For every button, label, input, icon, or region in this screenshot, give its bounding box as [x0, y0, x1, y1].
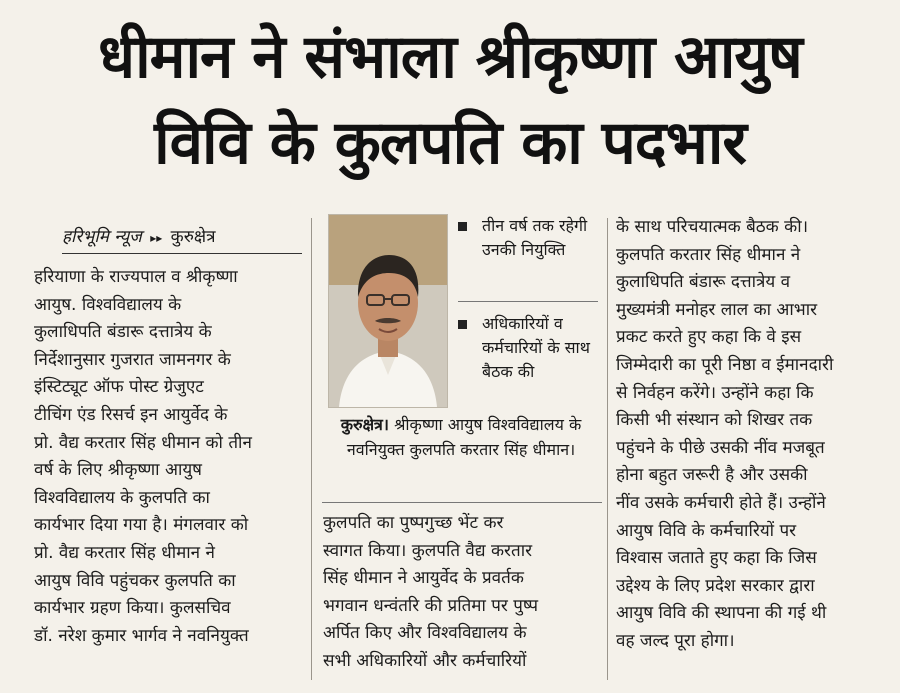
column-line: वर्ष के लिए श्रीकृष्णा आयुष — [34, 460, 203, 481]
column-line: प्रो. वैद्य करतार सिंह धीमान ने — [34, 542, 215, 563]
column-line: कुलाधिपति बंडारू दत्तात्रेय व — [616, 272, 791, 293]
news-source: हरिभूमि न्यूज — [62, 227, 142, 247]
column-line: कुलपति करतार सिंह धीमान ने — [616, 244, 801, 265]
column-line: आयुष विवि पहुंचकर कुलपति का — [34, 570, 236, 591]
column-line: पहुंचने के पीछे उसकी नींव मजबूत — [616, 437, 825, 458]
column-divider — [607, 218, 608, 680]
column-line: आयुष विवि के कर्मचारियों पर — [616, 520, 797, 541]
caption-place: कुरुक्षेत्र। — [340, 415, 389, 434]
column-line: जिम्मेदारी का पूरी निष्ठा व ईमानदारी — [616, 354, 834, 375]
column-line: स्वागत किया। कुलपति वैद्य करतार — [323, 540, 533, 561]
column-line: सभी अधिकारियों और कर्मचारियों — [323, 650, 527, 671]
column-line: कार्यभार दिया गया है। मंगलवार को — [34, 515, 249, 536]
portrait-photo — [328, 214, 448, 408]
column-line: नींव उसके कर्मचारी होते हैं। उन्होंने — [616, 492, 826, 513]
column-line: होना बहुत जरूरी है और उसकी — [616, 465, 808, 486]
column-line: अर्पित किए और विश्वविद्यालय के — [323, 623, 527, 644]
headline-line-2: विवि के कुलपति का पदभार — [154, 108, 746, 178]
column-line: आयुष विवि की स्थापना की गई थी — [616, 603, 827, 624]
column-line: के साथ परिचयात्मक बैठक की। — [616, 217, 809, 237]
highlight-text: तीन वर्ष तक रहेगी उनकी नियुक्ति — [482, 216, 588, 259]
dateline-place: कुरुक्षेत्र — [170, 227, 216, 247]
bullet-square-icon — [458, 222, 467, 231]
highlight-divider — [458, 301, 598, 302]
dateline — [62, 224, 302, 254]
column-line: सिंह धीमान ने आयुर्वेद के प्रवर्तक — [323, 568, 524, 589]
highlight-bullet — [458, 214, 598, 262]
article-column-3 — [616, 214, 884, 656]
article-column-2 — [323, 510, 599, 676]
column-line: डॉ. नरेश कुमार भार्गव ने नवनियुक्त — [34, 625, 249, 646]
caption-text: श्रीकृष्णा आयुष विश्वविद्यालय के नवनियुक्त कुलपति करतार सिंह धीमान। — [346, 415, 582, 459]
column-line: भगवान धन्वंतरि की प्रतिमा पर पुष्प — [323, 595, 539, 616]
highlight-bullet — [458, 312, 598, 384]
dateline-arrow-icon: ▸▸ — [150, 231, 163, 245]
column-line: किसी भी संस्थान को शिखर तक — [616, 410, 813, 431]
column-line: उद्देश्य के लिए प्रदेश सरकार द्वारा — [616, 575, 815, 596]
bullet-square-icon — [458, 320, 467, 329]
column-line: प्रो. वैद्य करतार सिंह धीमान को तीन — [34, 432, 252, 453]
column-line: निर्देशानुसार गुजरात जामनगर के — [34, 349, 231, 370]
caption-divider — [322, 502, 602, 503]
column-line: कुलपति का पुष्पगुच्छ भेंट कर — [323, 513, 504, 533]
column-line: से निर्वहन करेंगे। उन्होंने कहा कि — [616, 382, 814, 403]
column-line: आयुष. विश्वविद्यालय के — [34, 294, 182, 315]
headline — [0, 14, 900, 186]
highlight-text: अधिकारियों व कर्मचारियों के साथ बैठक की — [482, 314, 590, 381]
column-line: टीचिंग एंड रिसर्च इन आयुर्वेद के — [34, 404, 228, 425]
column-line: वह जल्द पूरा होगा। — [616, 630, 735, 651]
column-line: मुख्यमंत्री मनोहर लाल का आभार — [616, 299, 818, 320]
column-line: कार्यभार ग्रहण किया। कुलसचिव — [34, 598, 231, 619]
headline-line-1: धीमान ने संभाला श्रीकृष्णा आयुष — [98, 22, 802, 92]
column-line: विश्वविद्यालय के कुलपति का — [34, 487, 210, 508]
photo-caption — [320, 412, 602, 462]
column-line: विश्वास जताते हुए कहा कि जिस — [616, 548, 817, 569]
column-line: इंस्टिट्यूट ऑफ पोस्ट ग्रेजुएट — [34, 377, 204, 398]
portrait-illustration — [329, 215, 447, 407]
column-line: प्रकट करते हुए कहा कि वे इस — [616, 327, 802, 348]
article-column-1 — [34, 264, 300, 650]
column-line: हरियाणा के राज्यपाल व श्रीकृष्णा — [34, 267, 238, 287]
column-line: कुलाधिपति बंडारू दत्तात्रेय के — [34, 322, 212, 343]
column-divider — [311, 218, 312, 680]
